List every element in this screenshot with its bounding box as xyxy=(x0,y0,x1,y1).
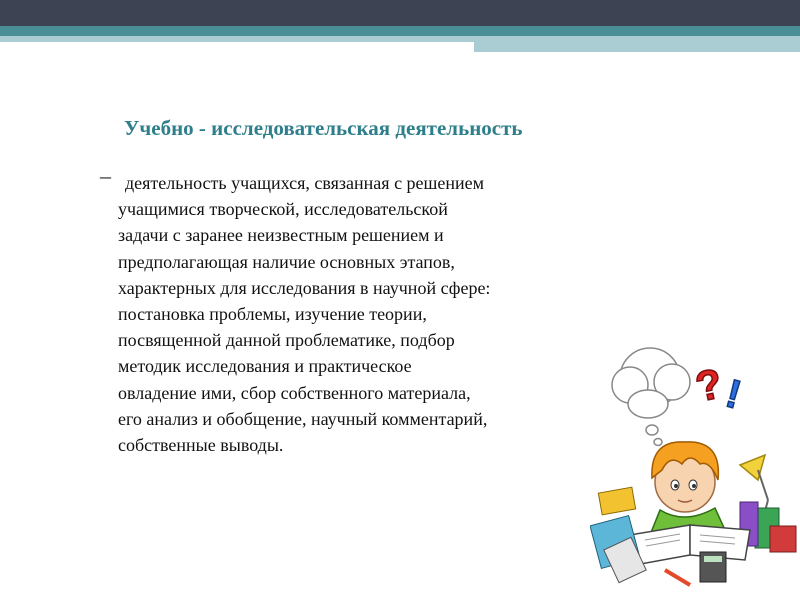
body-line: методик исследования и практическое xyxy=(118,356,412,377)
pencil xyxy=(665,570,690,585)
body-line: характерных для исследования в научной сфере: xyxy=(118,277,491,298)
header-stripe-light-right xyxy=(474,36,800,52)
header-stripe-teal xyxy=(0,26,800,36)
thought-cloud xyxy=(612,348,690,446)
exclamation-mark: ! xyxy=(721,371,746,418)
boy xyxy=(650,442,725,535)
body-line: деятельность учащихся, связанная с решением xyxy=(125,173,485,193)
body-line: задачи с заранее неизвестным решением и xyxy=(118,225,444,246)
header-stripe-light xyxy=(0,36,474,42)
question-mark: ? xyxy=(691,359,727,411)
slide-title: Учебно - исследовательская деятельность xyxy=(124,116,523,140)
calculator xyxy=(700,552,726,582)
slide-body xyxy=(118,170,588,458)
bullet-dash: – xyxy=(100,163,111,188)
body-line: предполагающая наличие основных этапов, xyxy=(118,251,455,272)
student-reading-books-icon xyxy=(590,330,800,590)
body-line: его анализ и обобщение, научный комментарий, xyxy=(118,408,488,429)
body-line: собственные выводы. xyxy=(118,435,284,456)
open-book xyxy=(630,525,750,565)
body-line: постановка проблемы, изучение теории, xyxy=(118,304,427,325)
body-line: посвященной данной проблематике, подбор xyxy=(118,330,455,351)
body-line: овладение ими, сбор собственного материала, xyxy=(118,382,471,403)
header-bar xyxy=(0,0,800,26)
book-stack xyxy=(740,502,796,552)
body-line: учащимися творческой, исследовательской xyxy=(118,199,448,220)
